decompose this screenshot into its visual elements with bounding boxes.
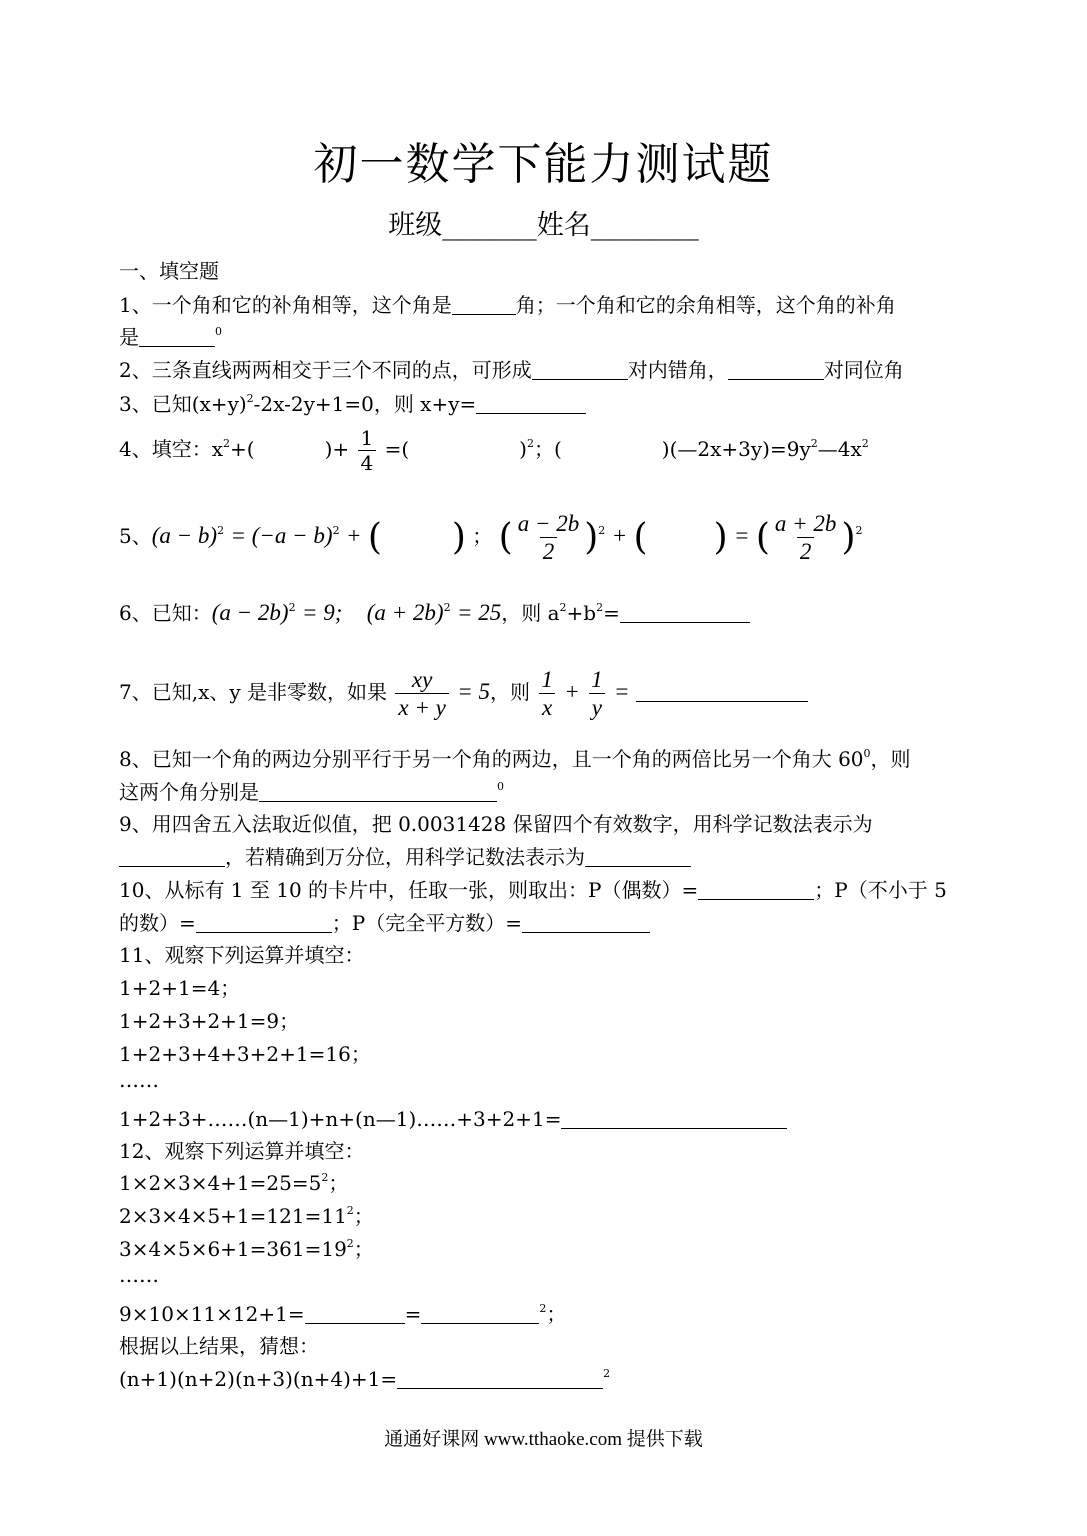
question-3: 3、已知$(x+y)^2-2x-2y+1=0$，则 x+y= <box>119 393 586 414</box>
fraction-xy-over-x-plus-y: $\frac{xy}{x + y}$ <box>395 668 448 719</box>
answer-blank[interactable] <box>139 326 215 347</box>
question-12-guess-label: 根据以上结果，猜想： <box>119 1334 319 1358</box>
question-1-line-2: 是 $^0$ <box>119 325 222 349</box>
question-8-line-1: 8、已知一个角的两边分别平行于另一个角的两边，且一个角的两倍比另一个角大 $60^0$，则 <box>119 747 911 771</box>
question-12-case: 9×10×11×12+1= = $^2$； <box>119 1302 567 1326</box>
answer-blank[interactable] <box>585 846 691 867</box>
answer-blank[interactable] <box>636 681 808 702</box>
fraction-a-minus-2b-over-2: $\frac{a - 2b}{2}$ <box>517 511 580 564</box>
question-10-line-1: 10、从标有 1 至 10 的卡片中，任取一张，则取出：P（偶数）= ；P（不小于 5 <box>119 878 947 902</box>
fraction-one-over-x: $\frac{1}{x}$ <box>538 668 556 719</box>
question-11-example-3: 1+2+3+4+3+2+1=16； <box>119 1042 371 1066</box>
answer-blank[interactable] <box>620 602 750 623</box>
question-1-line-1: 1、一个角和它的补角相等，这个角是 角；一个角和它的余角相等，这个角的补角 <box>119 293 896 317</box>
question-4: 4、填空：$x^2+$( )+ $\frac{1}{4}$ =( )$^2$；( )$(—2x+3y)=9y^2—4x^2$ <box>119 426 869 475</box>
question-11-ellipsis: …… <box>119 1068 159 1092</box>
answer-blank[interactable] <box>698 879 814 900</box>
question-5: 5、$(a - b)^2 = (-a - b)^2$ + ( ) ； ( $\frac{a - 2b}{2}$ )$^2$ + ( ) = ( $\frac{a + 2b}{2}$ )$^2$ <box>119 511 863 564</box>
question-12-example-3: $3\times 4\times 5\times 6+1=361=19^2$； <box>119 1237 374 1261</box>
answer-blank[interactable] <box>532 359 628 380</box>
question-11-example-1: 1+2+1=4； <box>119 976 241 1000</box>
question-11: 11、观察下列运算并填空： <box>119 943 365 967</box>
answer-blank[interactable] <box>522 912 650 933</box>
answer-blank[interactable] <box>305 1303 405 1324</box>
section-heading: 一、填空题 <box>119 259 219 283</box>
question-9-line-2: ，若精确到万分位，用科学记数法表示为 <box>119 846 691 867</box>
answer-blank[interactable] <box>421 1303 539 1324</box>
fraction-one-quarter: $\frac{1}{4}$ <box>358 428 377 473</box>
answer-blank[interactable] <box>476 393 586 414</box>
question-8-line-2: 这两个角分别是 $^0$ <box>119 780 504 804</box>
question-12-example-2: $2\times 3\times 4\times 5+1=121=11^2$； <box>119 1204 374 1228</box>
answer-blank[interactable] <box>196 912 332 933</box>
question-6: 6、已知：$(a - 2b)^2 = 9$; $(a + 2b)^2 = 25$，则 $a^2+b^2=$ <box>119 601 750 624</box>
page-subtitle: 班级_______姓名________ <box>388 210 699 241</box>
question-7: 7、已知,x、y 是非零数，如果 $\frac{xy}{x + y}$ = 5，则 $\frac{1}{x}$ + $\frac{1}{y}$ = <box>119 668 808 719</box>
question-2: 2、三条直线两两相交于三个不同的点，可形成 对内错角， 对同位角 <box>119 358 904 382</box>
answer-blank[interactable] <box>728 359 824 380</box>
answer-blank[interactable] <box>452 294 516 315</box>
answer-blank[interactable] <box>119 846 225 867</box>
page-title: 初一数学下能力测试题 <box>313 139 774 190</box>
answer-blank[interactable] <box>259 781 497 802</box>
fraction-one-over-y: $\frac{1}{y}$ <box>588 668 606 719</box>
question-12-ellipsis: …… <box>119 1263 159 1287</box>
fraction-a-plus-2b-over-2: $\frac{a + 2b}{2}$ <box>774 511 837 564</box>
question-11-example-2: 1+2+3+2+1=9； <box>119 1009 300 1033</box>
question-12-example-1: $1\times 2\times 3\times 4+1=25=5^2$； <box>119 1171 349 1195</box>
answer-blank[interactable] <box>561 1108 787 1129</box>
footer-credit: 通通好课网 www.tthaoke.com 提供下载 <box>384 1429 703 1450</box>
question-12-general: (n+1)(n+2)(n+3)(n+4)+1= $^2$ <box>119 1367 611 1391</box>
question-12: 12、观察下列运算并填空： <box>119 1139 365 1163</box>
question-10-line-2: 的数）= ；P（完全平方数）= <box>119 912 650 933</box>
question-9-line-1: 9、用四舍五入法取近似值，把 0.0031428 保留四个有效数字，用科学记数法表示为 <box>119 812 873 836</box>
answer-blank[interactable] <box>397 1368 603 1389</box>
question-11-general: 1+2+3+……(n—1)+n+(n—1)……+3+2+1= <box>119 1108 787 1129</box>
